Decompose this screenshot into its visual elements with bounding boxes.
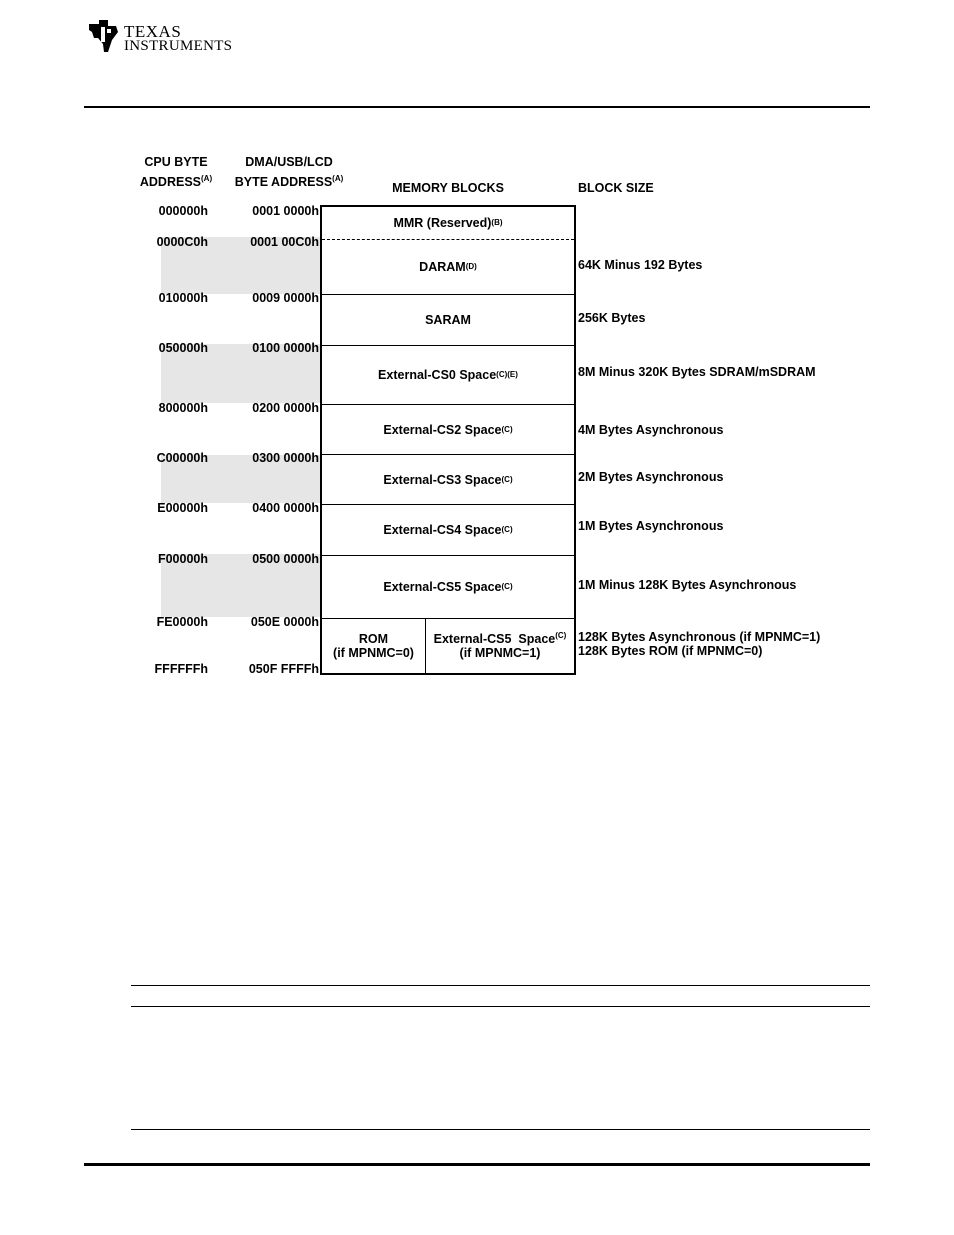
dma-address: 0500 0000h	[252, 552, 319, 566]
memory-block-cs0: External-CS0 Space (C)(E)	[378, 368, 518, 382]
logo-line2: INSTRUMENTS	[124, 38, 233, 54]
cpu-address-header: CPU BYTE $ADDRESS^{(A)}$	[139, 155, 213, 189]
block-size: 8M Minus 320K Bytes SDRAM/mSDRAM	[578, 365, 816, 379]
dma-address: 0100 0000h	[252, 341, 319, 355]
ti-logo-icon	[86, 18, 122, 54]
dma-address: 0400 0000h	[252, 501, 319, 515]
memory-blocks-header: MEMORY BLOCKS	[392, 181, 504, 195]
block-size: 1M Bytes Asynchronous	[578, 519, 724, 533]
cpu-address: 050000h	[158, 341, 208, 355]
block-size: 256K Bytes	[578, 311, 646, 325]
memory-block-cs3: External-CS3 Space (C)	[383, 472, 513, 487]
cpu-address: FE0000h	[156, 615, 208, 629]
dma-address: 0300 0000h	[252, 451, 319, 465]
block-size: 64K Minus 192 Bytes	[578, 258, 703, 272]
footer-rule	[84, 1163, 870, 1166]
memory-block-cs5: External-CS5 Space (C)	[383, 580, 513, 594]
dma-address: 050F FFFFh	[248, 662, 319, 676]
note-rule	[131, 1129, 870, 1130]
memory-block-cs5-alt: External-CS5 Space$^{(C)}$ (if MPNMC=1)	[433, 630, 567, 660]
block-size: 2M Bytes Asynchronous	[578, 470, 724, 484]
cpu-address: 000000h	[158, 204, 208, 218]
cpu-address: FFFFFFh	[154, 662, 208, 676]
cpu-address: C00000h	[156, 451, 208, 465]
dma-address: 0200 0000h	[252, 401, 319, 415]
block-size-header: BLOCK SIZE	[578, 181, 654, 195]
dma-address: 0001 0000h	[252, 204, 319, 218]
memory-map	[320, 205, 576, 675]
cpu-address: F00000h	[157, 552, 208, 566]
ti-logo	[86, 18, 236, 58]
cpu-address: 010000h	[158, 291, 208, 305]
cpu-address: E00000h	[157, 501, 208, 515]
block-size: 4M Bytes Asynchronous	[578, 423, 724, 437]
block-size: 128K Bytes Asynchronous (if MPNMC=1) 128K Bytes ROM (if MPNMC=0)	[578, 630, 821, 658]
memory-block-mmr: MMR (Reserved) (B)	[393, 216, 503, 230]
note-rule	[131, 1006, 870, 1007]
memory-block-daram: DARAM (D)	[419, 260, 477, 274]
memory-block-cs2: External-CS2 Space (C)	[383, 422, 513, 437]
memory-block-cs4: External-CS4 Space (C)	[383, 523, 513, 537]
cpu-address: 0000C0h	[156, 235, 208, 249]
logo-line1: TEXAS	[124, 22, 182, 41]
memory-block-rom: ROM (if MPNMC=0)	[333, 632, 414, 660]
dma-address: 0009 0000h	[252, 291, 319, 305]
dma-address: 050E 0000h	[250, 615, 319, 629]
memory-block-saram: SARAM	[425, 313, 471, 327]
cpu-address: 800000h	[158, 401, 208, 415]
header-rule	[84, 106, 870, 108]
block-size: 1M Minus 128K Bytes Asynchronous	[578, 578, 797, 592]
note-rule	[131, 985, 870, 986]
dma-address-header: DMA/USB/LCD BYTE $ADDRESS^{(A)}$	[234, 155, 344, 189]
dma-address: 0001 00C0h	[250, 235, 319, 249]
